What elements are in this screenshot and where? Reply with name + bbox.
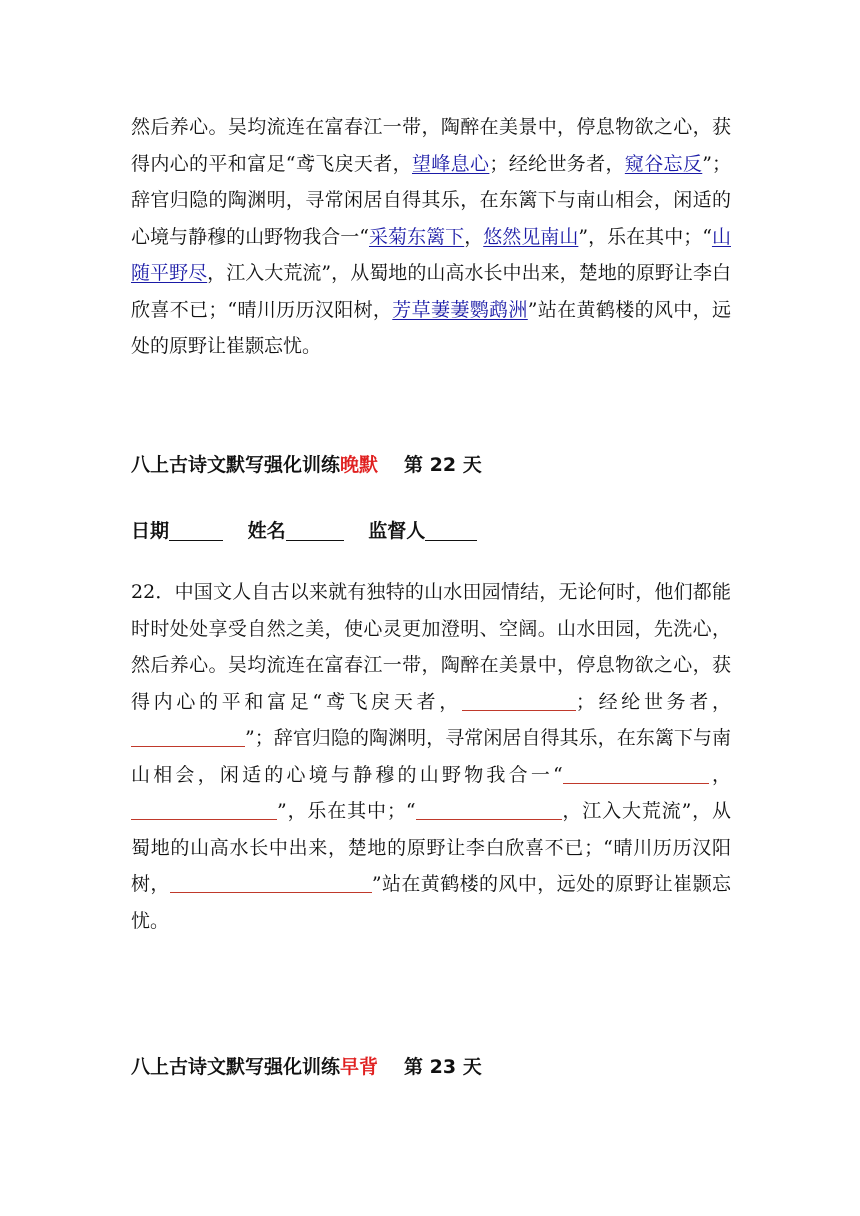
answer-blank[interactable] <box>131 727 245 747</box>
heading-day: 第 23 天 <box>404 1056 482 1078</box>
text-segment: ， <box>464 225 484 248</box>
supervisor-field[interactable] <box>368 516 477 543</box>
text-segment: ”，乐在其中；“ <box>578 225 712 248</box>
text-segment: ”；辞官归隐的陶渊明，寻常闲居自得其乐，在东篱下与南山相会，闲适的心境与静穆的山野物我合一“ <box>131 152 731 248</box>
answer-text: 望峰息心 <box>411 152 490 175</box>
text-segment: ”，乐在其中；“ <box>277 800 416 822</box>
answer-paragraph <box>131 109 731 365</box>
text-segment: 22．中国文人自古以来就有独特的山水田园情结，无论何时，他们都能时时处处享受自然之美，使心灵更加澄明、空阔。山水田园，先洗心，然后养心。吴均流连在富春江一带，陶醉在美景中，停息物欲之心，获得内心的平和富足“鸢飞戾天者， <box>131 581 731 713</box>
name-blank[interactable] <box>286 521 344 541</box>
text-segment: ”站在黄鹤楼的风中，远处的原野让崔颢忘忧。 <box>131 873 731 932</box>
answer-text: 采菊东篱下 <box>369 225 465 248</box>
heading-prefix: 八上古诗文默写强化训练 <box>131 454 341 476</box>
text-segment: ”站在黄鹤楼的风中，远处的原野让崔颢忘忧。 <box>131 298 731 357</box>
answer-blank[interactable] <box>131 800 277 820</box>
date-field[interactable] <box>131 516 223 543</box>
name-label: 姓名 <box>247 520 286 542</box>
heading-highlight: 早背 <box>340 1056 379 1078</box>
text-segment: ；经纶世务者， <box>489 152 625 175</box>
section-heading-day-23 <box>131 1052 482 1079</box>
heading-day: 第 22 天 <box>404 454 482 476</box>
answer-text: 窥谷忘反 <box>624 152 703 175</box>
date-blank[interactable] <box>169 521 223 541</box>
heading-prefix: 八上古诗文默写强化训练 <box>131 1056 341 1078</box>
text-segment: 然后养心。吴均流连在富春江一带，陶醉在美景中，停息物欲之心，获得内心的平和富足“鸢飞戾天者， <box>131 116 731 175</box>
answer-blank[interactable] <box>170 873 372 893</box>
answer-blank[interactable] <box>563 764 709 784</box>
date-label: 日期 <box>131 520 170 542</box>
answer-text: 山随平野尽 <box>131 225 731 284</box>
supervisor-label: 监督人 <box>368 520 426 542</box>
heading-highlight: 晚默 <box>340 454 379 476</box>
answer-blank[interactable] <box>416 800 562 820</box>
text-segment: ，江入大荒流”，从蜀地的山高水长中出来，楚地的原野让李白欣喜不已；“晴川历历汉阳树， <box>131 800 731 895</box>
supervisor-blank[interactable] <box>425 521 477 541</box>
answer-text: 悠然见南山 <box>483 225 579 248</box>
question-paragraph <box>131 574 731 939</box>
section-heading-day-22 <box>131 450 482 477</box>
text-segment: ；经纶世务者， <box>575 690 731 713</box>
name-field[interactable] <box>248 516 344 543</box>
answer-blank[interactable] <box>462 691 576 711</box>
info-line <box>131 516 495 543</box>
text-segment: ， <box>708 763 731 786</box>
answer-text: 芳草萋萋鹦鹉洲 <box>392 298 528 321</box>
text-segment: ”；辞官归隐的陶渊明，寻常闲居自得其乐，在东篱下与南山相会，闲适的心境与静穆的山野物我合一“ <box>131 727 731 786</box>
text-segment: ，江入大荒流”，从蜀地的山高水长中出来，楚地的原野让李白欣喜不已；“晴川历历汉阳树， <box>131 262 731 321</box>
